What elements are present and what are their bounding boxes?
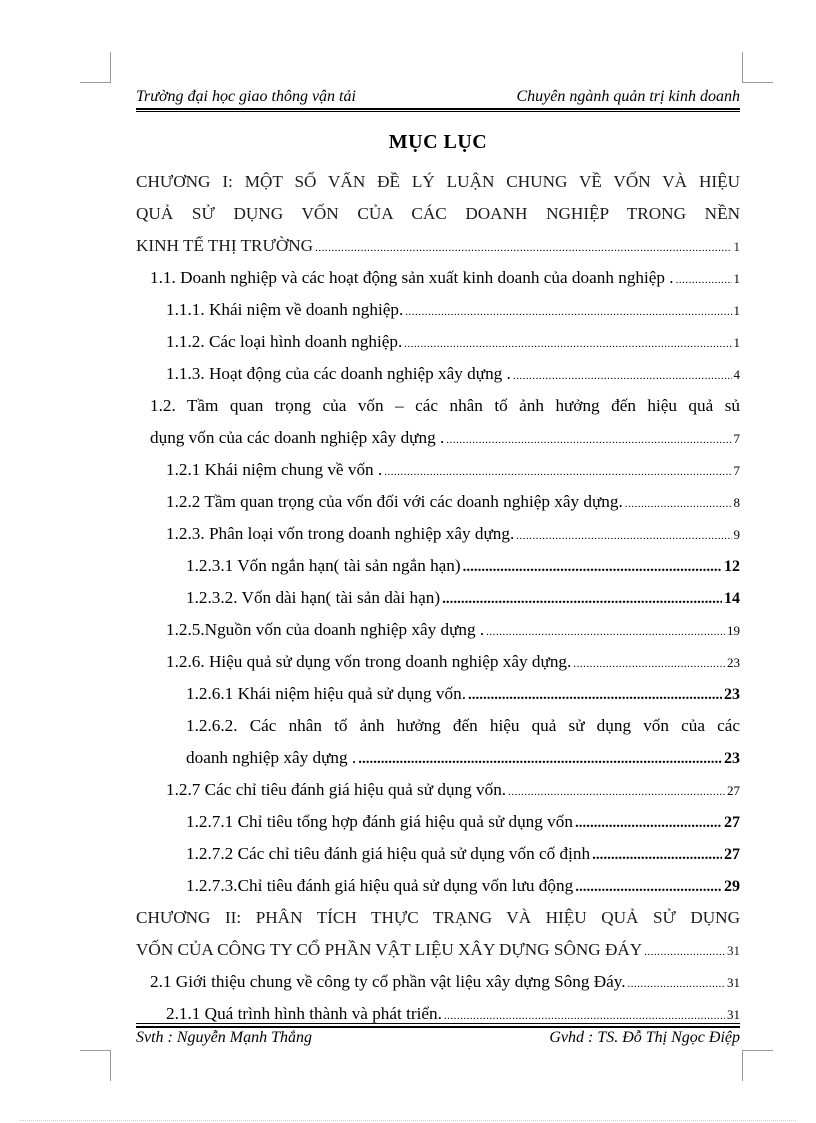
toc-entry-text: 1.2.6. Hiệu quả sử dụng vốn trong doanh nghiệp xây dựng. <box>166 652 572 671</box>
toc-entry-1-2-line-1[interactable]: 1.2. Tầm quan trọng của vốn – các nhân tố ảnh hưởng đến hiệu quả sủ <box>150 396 740 415</box>
toc-entry-text: 1.2.7 Các chỉ tiêu đánh giá hiệu quả sử dụng vốn. <box>166 780 507 799</box>
toc-page-number: 31 <box>727 1007 740 1022</box>
toc-entry-2-1[interactable] <box>136 966 740 998</box>
footer-rule-thin <box>136 1023 740 1024</box>
toc-entry-text: 1.1. Doanh nghiệp và các hoạt động sản xuất kinh doanh của doanh nghiệp . <box>150 268 674 287</box>
toc-page-number: 23 <box>727 655 740 670</box>
toc-entry-1-2-line-2[interactable] <box>136 422 740 454</box>
toc-page-number: 29 <box>724 878 740 895</box>
toc-entry-text: doanh nghiệp xây dựng . <box>186 748 357 767</box>
dot-leader <box>358 743 722 775</box>
toc-entry-text: 2.1.1 Quá trình hình thành và phát triển. <box>166 1004 442 1023</box>
toc-entry-1-2-2[interactable] <box>136 486 740 518</box>
dot-leader <box>405 296 731 328</box>
dot-leader <box>404 328 731 360</box>
crop-mark-bottom-right <box>742 1050 773 1081</box>
dot-leader <box>676 264 732 296</box>
toc-entry-text: VỐN CỦA CÔNG TY CỔ PHẦN VẬT LIỆU XÂY DỰNG SÔNG ĐÁY <box>136 940 643 959</box>
toc-entry-1-2-6[interactable] <box>136 646 740 678</box>
dot-leader <box>516 520 731 552</box>
toc-entry-1-1-3[interactable] <box>136 358 740 390</box>
toc-page-number: 27 <box>727 783 740 798</box>
toc-entry-1-1[interactable] <box>136 262 740 294</box>
dot-leader <box>446 424 731 456</box>
dot-leader <box>315 232 731 264</box>
dot-leader <box>592 839 722 871</box>
toc-entry-text: 1.2.5.Nguồn vốn của doanh nghiệp xây dựng . <box>166 620 485 639</box>
toc-entry-1-1-2[interactable] <box>136 326 740 358</box>
toc-page-number: 19 <box>727 623 740 638</box>
crop-mark-top-right <box>742 52 773 83</box>
toc-entry-1-2-5[interactable] <box>136 614 740 646</box>
toc-page-number: 1 <box>733 271 740 286</box>
toc-page-number: 4 <box>733 367 740 382</box>
toc-entry-text: 1.2.2 Tầm quan trọng của vốn đối với các doanh nghiệp xây dựng. <box>166 492 623 511</box>
toc-page-number: 31 <box>727 975 740 990</box>
dot-leader <box>513 360 732 392</box>
toc-entry-text: 1.2.6.1 Khái niệm hiệu quả sử dụng vốn. <box>186 684 466 703</box>
toc-entry-text: 1.1.2. Các loại hình doanh nghiệp. <box>166 332 403 351</box>
toc-entry-1-2-7-2[interactable] <box>136 838 740 870</box>
crop-mark-top-left <box>80 52 111 83</box>
toc-entry-text: 1.2.3.2. Vốn dài hạn( tài sản dài hạn) <box>186 588 441 607</box>
header-university: Trường đại học giao thông vận tải <box>136 88 356 105</box>
table-of-contents <box>136 166 740 1030</box>
toc-entry-1-2-6-2-line-1[interactable]: 1.2.6.2. Các nhân tố ảnh hưởng đến hiệu quả sử dụng vốn của các <box>186 716 740 735</box>
toc-page-number: 1 <box>733 303 740 318</box>
dot-leader <box>575 807 722 839</box>
toc-entry-text: 1.2.3.1 Vốn ngắn hạn( tài sản ngắn hạn) <box>186 556 461 575</box>
toc-page-number: 23 <box>724 750 740 767</box>
toc-entry-1-2-6-2-line-2[interactable] <box>136 742 740 774</box>
toc-entry-1-1-1[interactable] <box>136 294 740 326</box>
toc-page-number: 1 <box>733 239 740 254</box>
toc-page-number: 27 <box>724 814 740 831</box>
page-footer <box>136 1029 740 1049</box>
toc-page-number: 14 <box>724 590 740 607</box>
page-bottom-divider <box>20 1120 796 1121</box>
page-header <box>136 86 740 108</box>
header-rule-thick <box>136 108 740 110</box>
toc-entry-1-2-7[interactable] <box>136 774 740 806</box>
toc-entry-text: 1.2.3. Phân loại vốn trong doanh nghiệp xây dựng. <box>166 524 515 543</box>
toc-page-number: 31 <box>727 943 740 958</box>
dot-leader <box>644 936 725 968</box>
header-major: Chuyên ngành quản trị kinh doanh <box>516 88 740 105</box>
toc-entry-1-2-3[interactable] <box>136 518 740 550</box>
dot-leader <box>463 551 722 583</box>
toc-page-number: 7 <box>733 431 740 446</box>
dot-leader <box>486 616 725 648</box>
toc-entry-1-2-1[interactable] <box>136 454 740 486</box>
dot-leader <box>442 583 722 615</box>
toc-page-number: 12 <box>724 558 740 575</box>
toc-chapter-1-line-2[interactable]: QUẢ SỬ DỤNG VỐN CỦA CÁC DOANH NGHIỆP TRONG NỀN <box>136 204 740 223</box>
toc-page-number: 8 <box>733 495 740 510</box>
toc-entry-text: 1.2.7.2 Các chỉ tiêu đánh giá hiệu quả sử dụng vốn cố định <box>186 844 591 863</box>
dot-leader <box>384 456 731 488</box>
dot-leader <box>573 648 725 680</box>
toc-entry-1-2-3-1[interactable] <box>136 550 740 582</box>
header-rule-thin <box>136 111 740 112</box>
toc-entry-text: KINH TẾ THỊ TRƯỜNG <box>136 236 314 255</box>
toc-chapter-2-line-2[interactable] <box>136 934 740 966</box>
toc-entry-text: 1.2.1 Khái niệm chung về vốn . <box>166 460 383 479</box>
toc-page-number: 7 <box>733 463 740 478</box>
dot-leader <box>508 776 725 808</box>
toc-page-number: 27 <box>724 846 740 863</box>
footer-student: Svth : Nguyễn Mạnh Thắng <box>136 1029 312 1046</box>
toc-chapter-1-line-3[interactable] <box>136 230 740 262</box>
page-title: MỤC LỤC <box>388 131 488 153</box>
dot-leader <box>625 488 732 520</box>
toc-chapter-2-line-1[interactable]: CHƯƠNG II: PHÂN TÍCH THỰC TRẠNG VÀ HIỆU QUẢ SỬ DỤNG <box>136 908 740 927</box>
footer-rule-thick <box>136 1026 740 1028</box>
toc-entry-text: 1.2.7.1 Chỉ tiêu tổng hợp đánh giá hiệu quả sử dụng vốn <box>186 812 573 831</box>
toc-page-number: 23 <box>724 686 740 703</box>
toc-entry-text: 1.1.1. Khái niệm về doanh nghiệp. <box>166 300 404 319</box>
toc-chapter-1-line-1[interactable]: CHƯƠNG I: MỘT SỐ VẤN ĐỀ LÝ LUẬN CHUNG VỀ VỐN VÀ HIỆU <box>136 172 740 191</box>
toc-entry-text: 1.2.7.3.Chỉ tiêu đánh giá hiệu quả sử dụng vốn lưu động <box>186 876 574 895</box>
dot-leader <box>628 968 725 1000</box>
toc-entry-1-2-6-1[interactable] <box>136 678 740 710</box>
toc-entry-1-2-7-3[interactable] <box>136 870 740 902</box>
toc-entry-text: 1.1.3. Hoạt động của các doanh nghiệp xây dựng . <box>166 364 511 383</box>
dot-leader <box>575 871 722 903</box>
toc-entry-1-2-7-1[interactable] <box>136 806 740 838</box>
crop-mark-bottom-left <box>80 1050 111 1081</box>
toc-entry-text: dụng vốn của các doanh nghiệp xây dựng . <box>150 428 445 447</box>
dot-leader <box>468 679 722 711</box>
toc-entry-1-2-3-2[interactable] <box>136 582 740 614</box>
toc-page-number: 1 <box>733 335 740 350</box>
toc-entry-text: 2.1 Giới thiệu chung về công ty cổ phần vật liệu xây dựng Sông Đáy. <box>150 972 626 991</box>
toc-page-number: 9 <box>733 527 740 542</box>
footer-supervisor: Gvhd : TS. Đỗ Thị Ngọc Điệp <box>549 1029 740 1046</box>
